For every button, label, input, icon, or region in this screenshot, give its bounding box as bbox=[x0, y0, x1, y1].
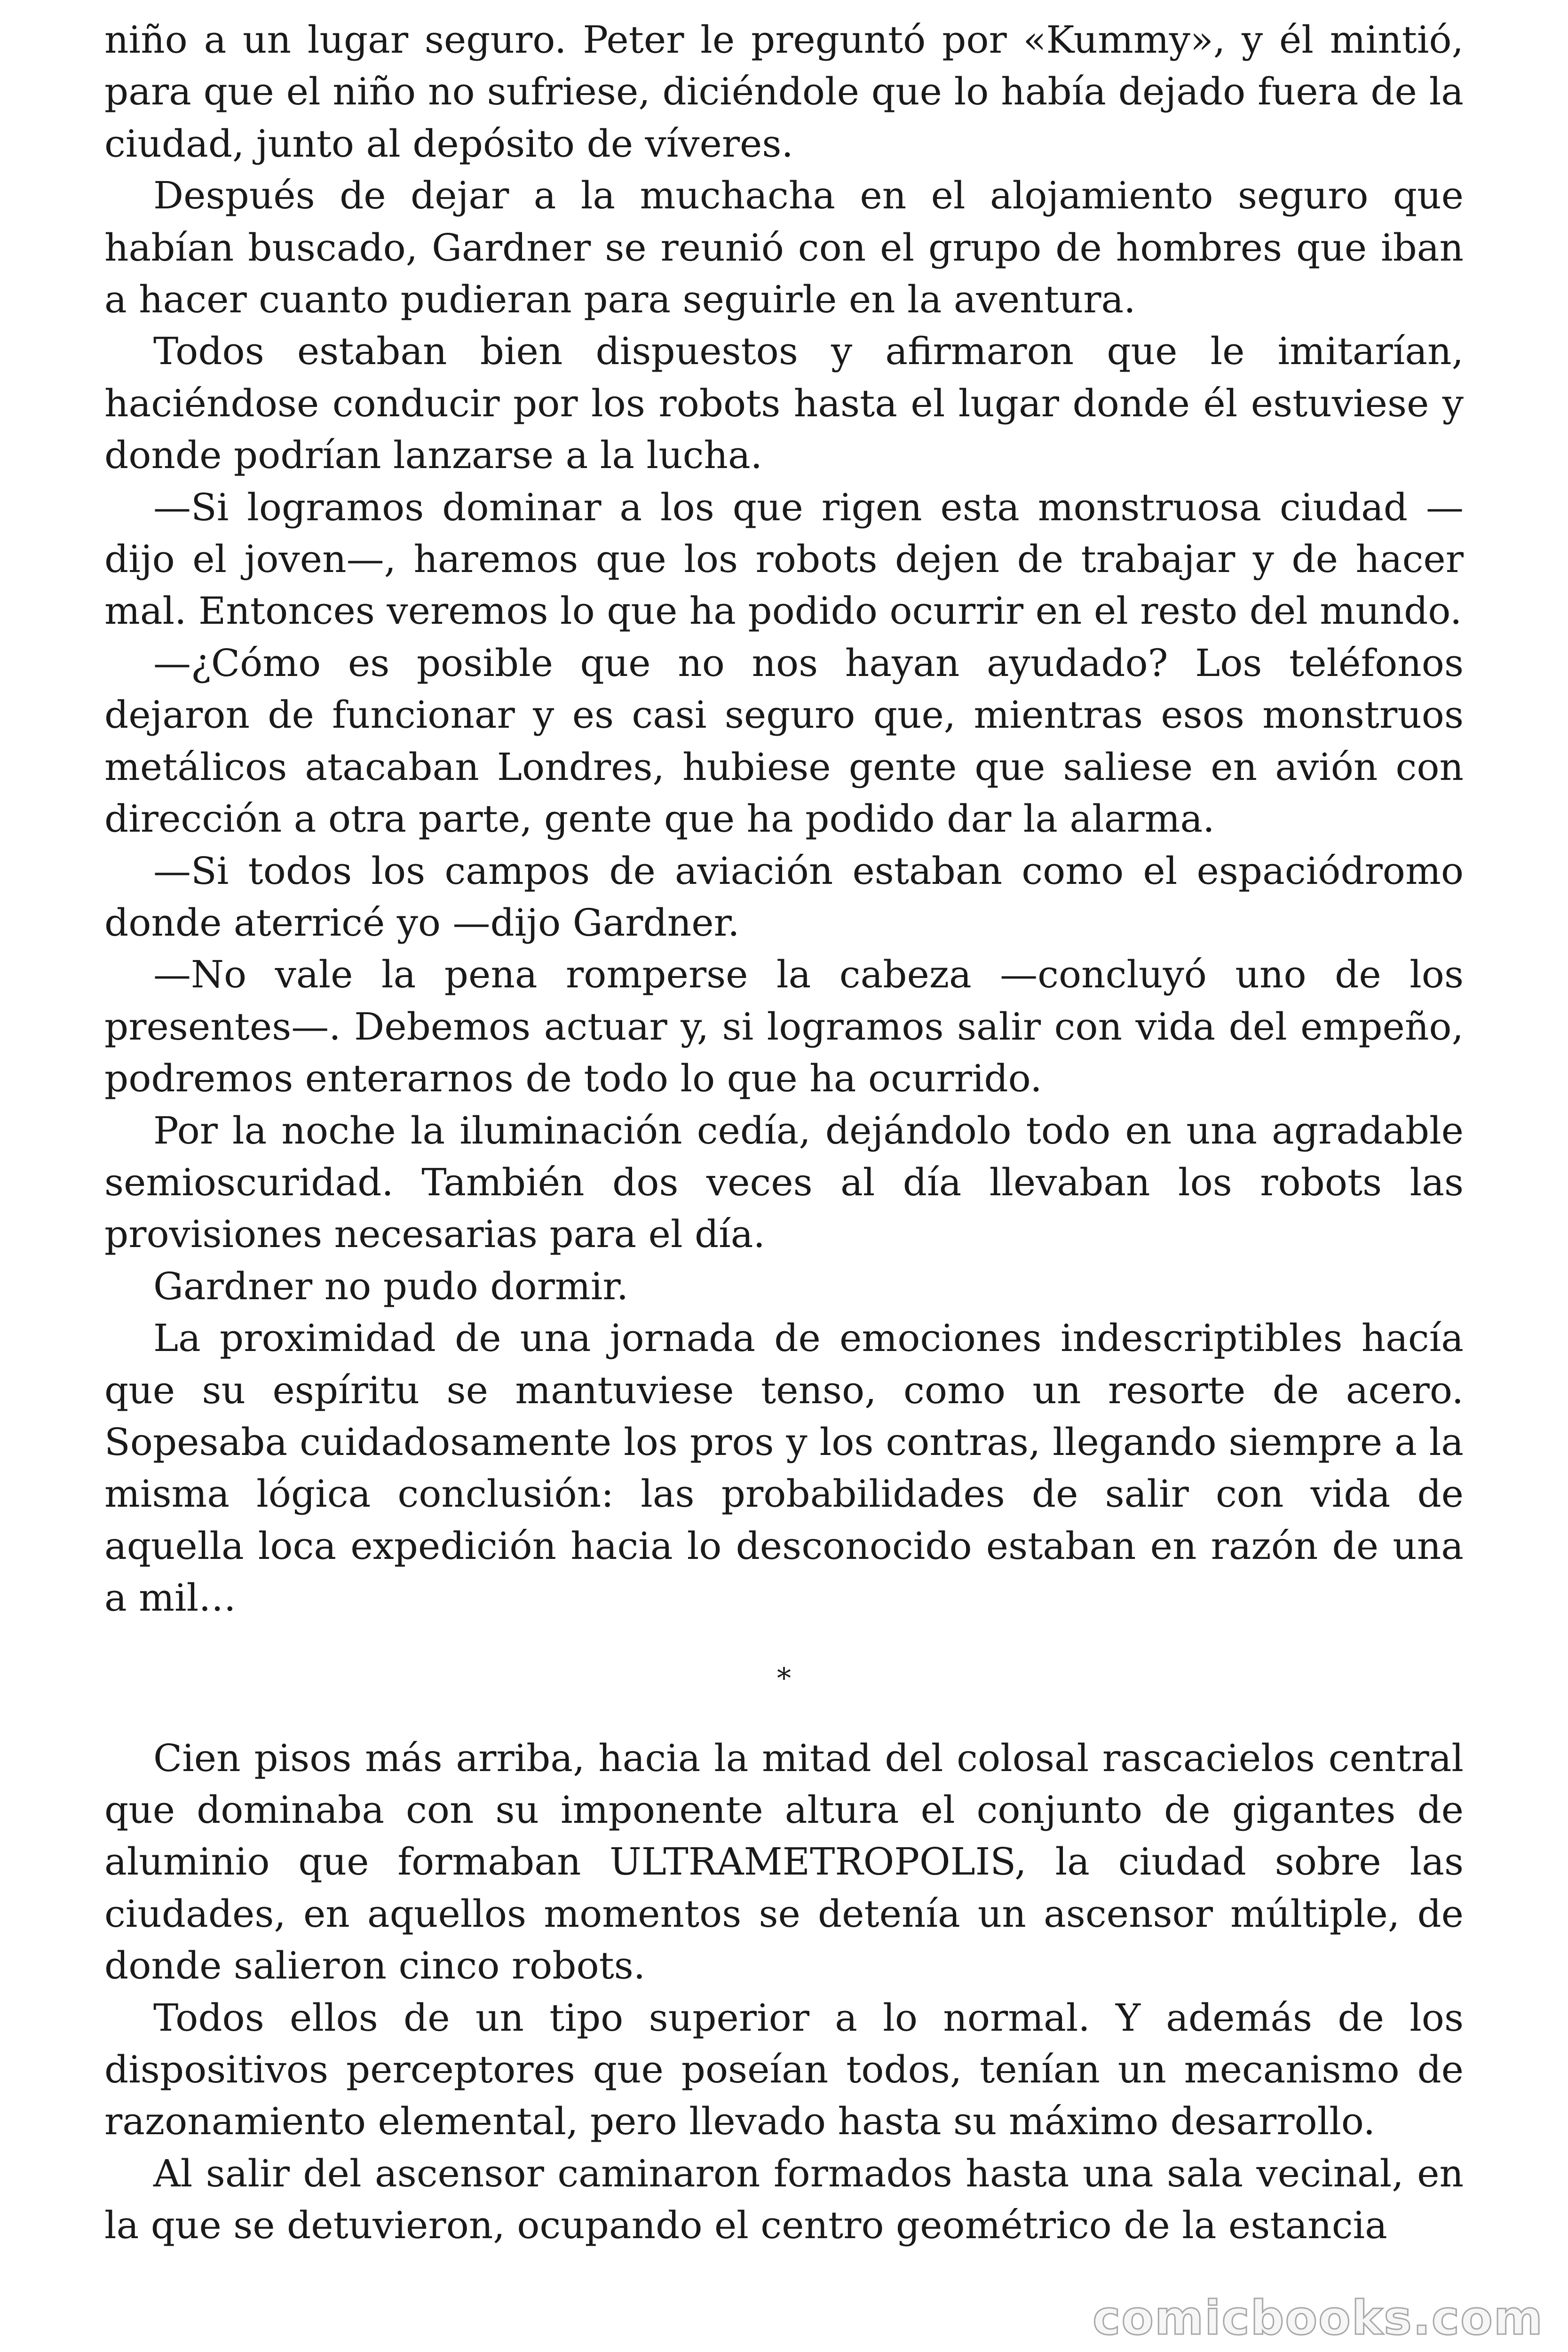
paragraph: niño a un lugar seguro. Peter le preguntó por «Kummy», y él mintió, para que el niño no sufriese, diciéndole que lo había dejado fuera de la ciudad, junto al depósito de víveres. bbox=[104, 18, 1464, 166]
paragraph: Al salir del ascensor caminaron formados hasta una sala vecinal, en la que se detuvieron, ocupando el centro geométrico de la estancia bbox=[104, 2151, 1464, 2248]
paragraph: Gardner no pudo dormir. bbox=[153, 1264, 629, 1308]
paragraph: Cien pisos más arriba, hacia la mitad del colosal rascacielos central que dominaba con su imponente altura el conjunto de gigantes de aluminio que formaban ULTRAMETROPOLIS, la ciudad sobre las ciudades, en aquellos momentos se detenía un ascensor múltiple, de donde salieron cinco robots. bbox=[104, 1736, 1464, 1988]
paragraph: —¿Cómo es posible que no nos hayan ayudado? Los teléfonos dejaron de funcionar y es casi seguro que, mientras esos monstruos metálicos atacaban Londres, hubiese gente que saliese en avión con dirección a otra parte, gente que ha podido dar la alarma. bbox=[104, 641, 1464, 841]
paragraph: Todos estaban bien dispuestos y afirmaron que le imitarían, haciéndose conducir por los robots hasta el lugar donde él estuviese y donde podrían lanzarse a la lucha. bbox=[104, 329, 1464, 477]
paragraph: —Si logramos dominar a los que rigen esta monstruosa ciudad —dijo el joven—, haremos que los robots dejen de trabajar y de hacer mal. Entonces veremos lo que ha podido ocurrir en el resto del mundo. bbox=[104, 485, 1464, 633]
paragraph: —No vale la pena romperse la cabeza —concluyó uno de los presentes—. Debemos actuar y, si logramos salir con vida del empeño, podremos enterarnos de todo lo que ha ocurrido. bbox=[104, 953, 1464, 1101]
paragraph: La proximidad de una jornada de emociones indescriptibles hacía que su espíritu se mantuviese tenso, como un resorte de acero. Sopesaba cuidadosamente los pros y los contras, llegando siempre a la misma lógica conclusión: las probabilidades de salir con vida de aquella loca expedición hacia lo desconocido estaban en razón de una a mil… bbox=[104, 1316, 1464, 1620]
watermark-logo: comicbooks.com bbox=[1093, 2290, 1544, 2345]
paragraph: —Si todos los campos de aviación estaban como el espaciódromo donde aterricé yo —dijo Gardner. bbox=[104, 849, 1464, 945]
paragraph: Por la noche la iluminación cedía, dejándolo todo en una agradable semioscuridad. También dos veces al día llevaban los robots las provisiones necesarias para el día. bbox=[104, 1108, 1464, 1256]
page-body bbox=[104, 14, 1464, 2252]
paragraph: Después de dejar a la muchacha en el alojamiento seguro que habían buscado, Gardner se reunió con el grupo de hombres que iban a hacer cuanto pudieran para seguirle en la aventura. bbox=[104, 174, 1464, 322]
section-separator: * bbox=[777, 1661, 791, 1695]
paragraph: Todos ellos de un tipo superior a lo normal. Y además de los dispositivos perceptores que poseían todos, tenían un mecanismo de razonamiento elemental, pero llevado hasta su máximo desarrollo. bbox=[104, 1995, 1464, 2144]
